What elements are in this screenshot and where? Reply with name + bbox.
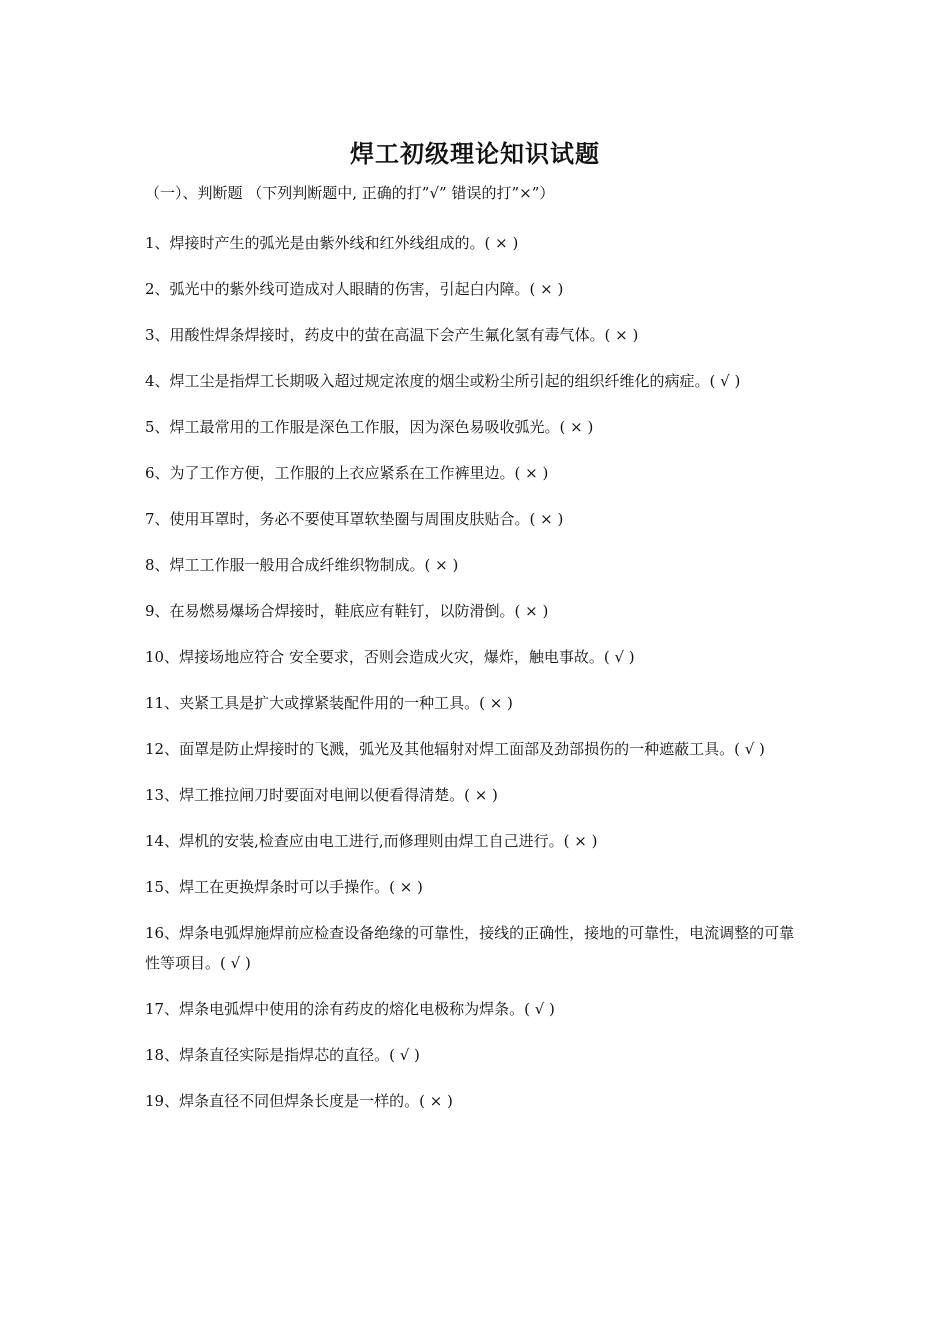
question-item: 15、焊工在更换焊条时可以手操作。( × ) xyxy=(145,878,423,896)
question-item: 16、焊条电弧焊施焊前应检查设备绝缘的可靠性，接线的正确性，接地的可靠性，电流调整的可靠性等项目。( √ ) xyxy=(145,924,795,972)
question-item: 17、焊条电弧焊中使用的涂有药皮的熔化电极称为焊条。( √ ) xyxy=(145,1000,555,1018)
question-item: 9、在易燃易爆场合焊接时，鞋底应有鞋钉，以防滑倒。( × ) xyxy=(145,602,549,620)
question-item: 6、为了工作方便，工作服的上衣应紧系在工作裤里边。( × ) xyxy=(145,464,549,482)
document-title: 焊工初级理论知识试题 xyxy=(350,139,600,168)
question-item: 19、焊条直径不同但焊条长度是一样的。( × ) xyxy=(145,1092,453,1110)
question-item: 8、焊工工作服一般用合成纤维织物制成。( × ) xyxy=(145,556,459,574)
question-item: 7、使用耳罩时，务必不要使耳罩软垫圈与周围皮肤贴合。( × ) xyxy=(145,510,564,528)
question-item: 18、焊条直径实际是指焊芯的直径。( √ ) xyxy=(145,1046,420,1064)
question-item: 5、焊工最常用的工作服是深色工作服，因为深色易吸收弧光。( × ) xyxy=(145,418,594,436)
question-item: 1、焊接时产生的弧光是由紫外线和红外线组成的。( × ) xyxy=(145,234,519,252)
question-item: 4、焊工尘是指焊工长期吸入超过规定浓度的烟尘或粉尘所引起的组织纤维化的病症。( √ ) xyxy=(145,372,741,390)
section-heading: （一）、判断题 （下列判断题中, 正确的打”√” 错误的打”×”） xyxy=(145,184,555,202)
question-item: 14、焊机的安装,检查应由电工进行,而修理则由焊工自己进行。( × ) xyxy=(145,832,598,850)
question-list xyxy=(145,228,805,1132)
question-item: 2、弧光中的紫外线可造成对人眼睛的伤害，引起白内障。( × ) xyxy=(145,280,564,298)
question-item: 13、焊工推拉闸刀时要面对电闸以便看得清楚。( × ) xyxy=(145,786,498,804)
question-item: 3、用酸性焊条焊接时，药皮中的萤在高温下会产生氟化氢有毒气体。( × ) xyxy=(145,326,639,344)
question-item: 11、夹紧工具是扩大或撑紧装配件用的一种工具。( × ) xyxy=(145,694,513,712)
question-item: 10、焊接场地应符合 安全要求，否则会造成火灾，爆炸，触电事故。( √ ) xyxy=(145,648,635,666)
question-item: 12、面罩是防止焊接时的飞溅，弧光及其他辐射对焊工面部及劲部损伤的一种遮蔽工具。( √ ) xyxy=(145,740,765,758)
